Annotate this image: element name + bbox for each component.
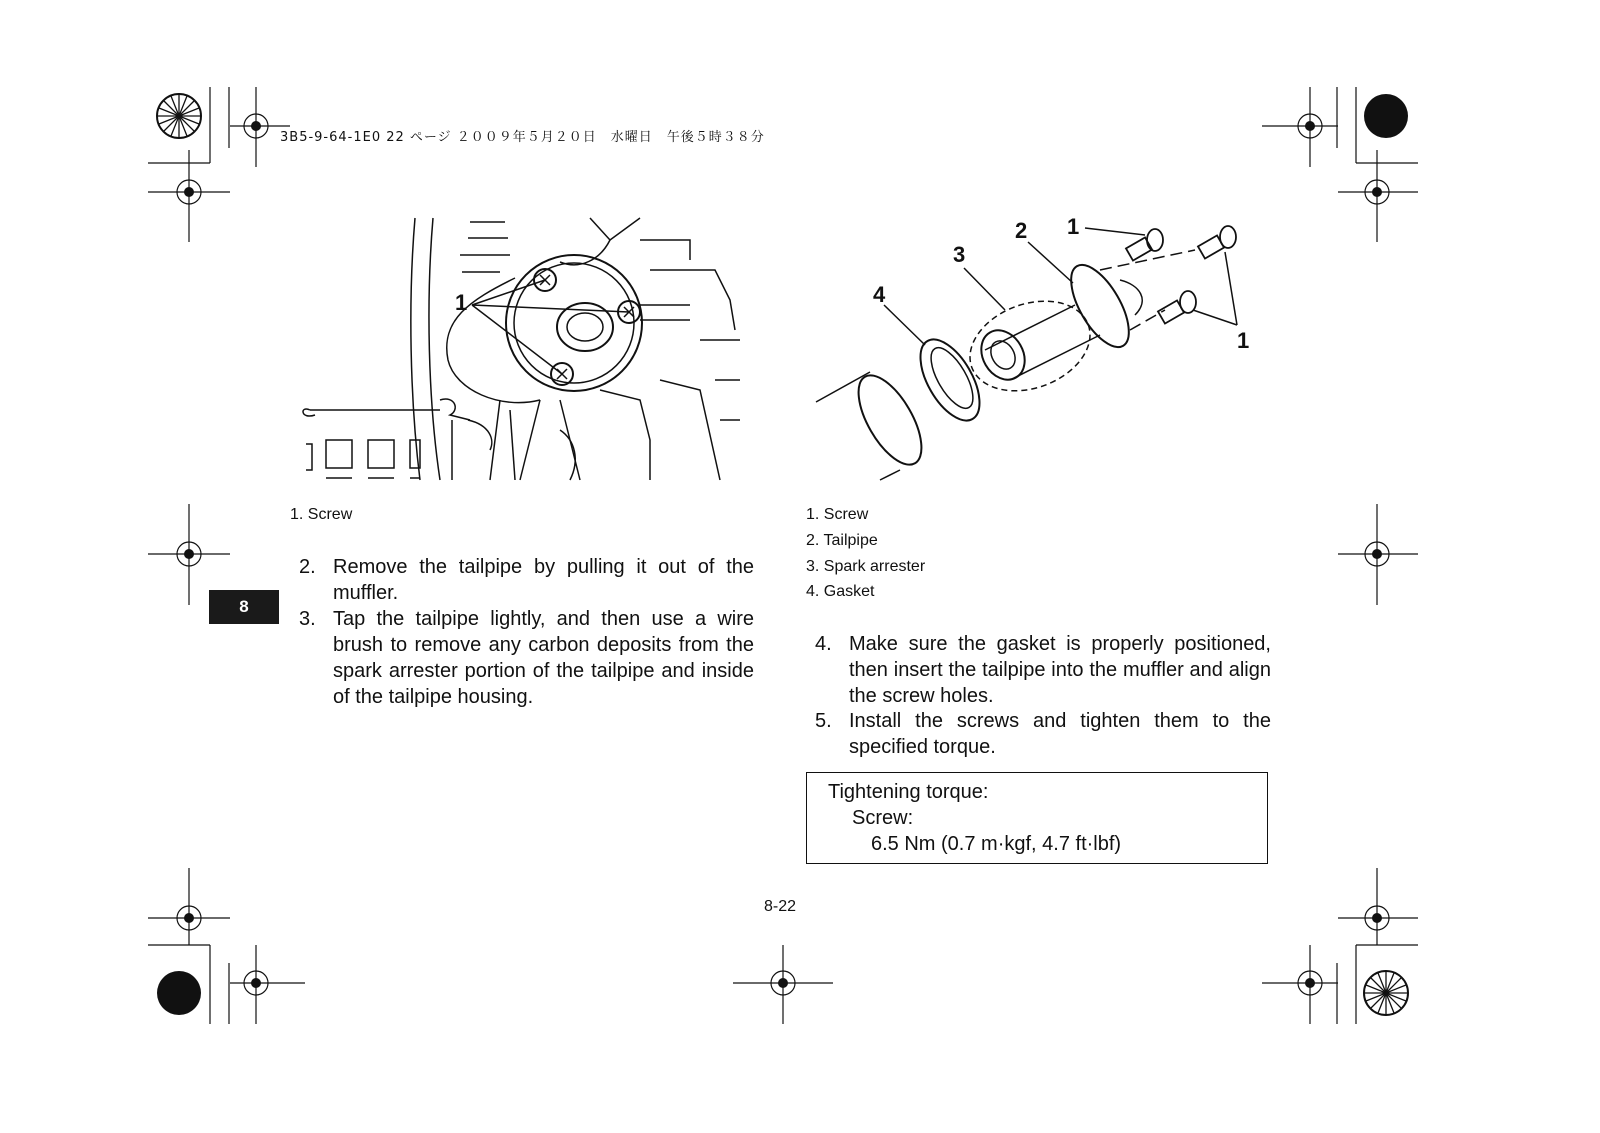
right-caption-gasket: 4. Gasket: [806, 583, 875, 600]
step-number: 2.: [299, 556, 316, 578]
step-text: Install the screws and tighten them to the specified torque.: [849, 710, 1271, 758]
left-step-2: [299, 554, 754, 606]
step-number: 5.: [815, 710, 832, 732]
right-step-5: [815, 708, 1271, 760]
right-caption-tailpipe: 2. Tailpipe: [806, 532, 878, 549]
torque-spec-box: [806, 772, 1268, 864]
section-tab: 8: [209, 590, 279, 624]
right-figure-callout-2: 2: [1015, 218, 1028, 243]
step-number: 4.: [815, 633, 832, 655]
torque-item: Screw:: [852, 807, 914, 829]
left-step-3: [299, 606, 754, 710]
step-text: Tap the tailpipe lightly, and then use a wire brush to remove any carbon deposits from the spark arrester portion of the tailpipe and inside of the tailpipe housing.: [333, 608, 754, 708]
right-figure-callout-4: 4: [873, 282, 886, 307]
step-text: Make sure the gasket is properly positioned, then insert the tailpipe into the muffler and align the screw holes.: [849, 633, 1271, 707]
right-caption-spark-arrester: 3. Spark arrester: [806, 558, 926, 575]
left-caption-screw: 1. Screw: [290, 506, 353, 523]
right-caption-screw: 1. Screw: [806, 506, 869, 523]
right-figure-callout-1-bottom: 1: [1237, 328, 1250, 353]
torque-value: 6.5 Nm (0.7 m·kgf, 4.7 ft·lbf): [871, 833, 1122, 855]
right-figure-callout-1-top: 1: [1067, 214, 1080, 239]
right-step-4: [815, 631, 1271, 709]
print-info-line: 3B5-9-64-1E0 22 ページ ２００９年５月２０日 水曜日 午後５時３８分: [280, 130, 765, 145]
step-text: Remove the tailpipe by pulling it out of the muffler.: [333, 556, 754, 604]
left-figure-callout-1: 1: [455, 290, 468, 315]
page-number: 8-22: [763, 898, 797, 915]
step-number: 3.: [299, 608, 316, 630]
right-figure-callout-3: 3: [953, 242, 966, 267]
torque-heading: Tightening torque:: [828, 781, 989, 803]
